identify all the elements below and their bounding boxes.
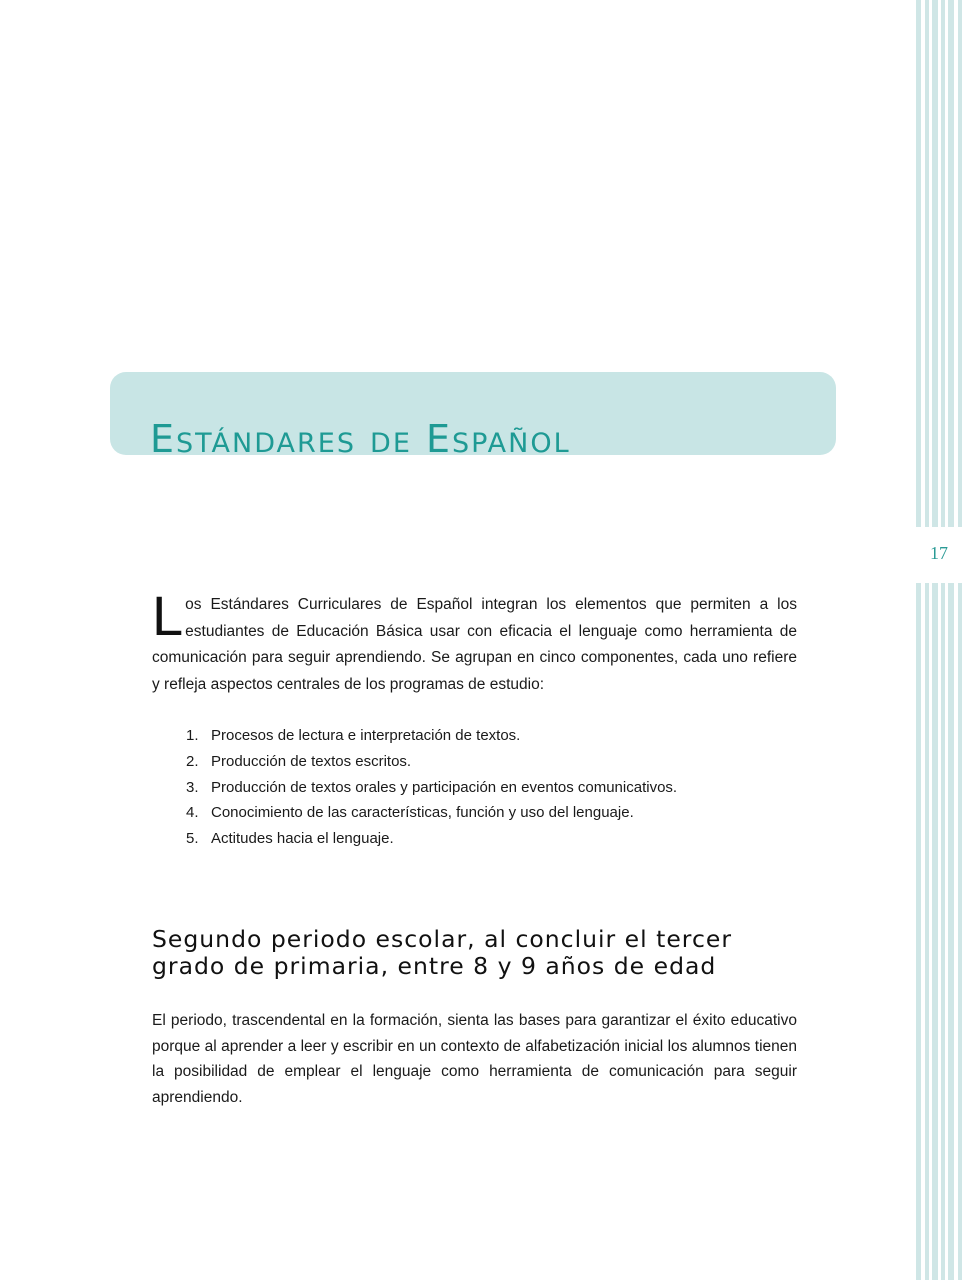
section-paragraph: El periodo, trascendental en la formación, sienta las bases para garantizar el éxito educativo porque al aprender a leer y escribir en un contexto de alfabetización inicial los alumnos tienen la posibilidad de emplear el lenguaje como herramienta de comunicación para seguir aprendiendo. [152, 1012, 797, 1106]
list-item: 4. Conocimiento de las características, función y uso del lenguaje. [186, 804, 634, 822]
components-list [186, 723, 786, 852]
section-heading: Segundo periodo escolar, al concluir el tercer grado de primaria, entre 8 y 9 años de edad [152, 925, 732, 980]
list-item: 3. Producción de textos orales y participación en eventos comunicativos. [186, 778, 678, 796]
list-item: 5. Actitudes hacia el lenguaje. [186, 830, 394, 848]
drop-cap: L [152, 584, 184, 647]
decorative-side-stripes [908, 0, 972, 1280]
intro-text: os Estándares Curriculares de Español integran los elementos que permiten a los estudiantes de Educación Básica usar con eficacia el lenguaje como herramienta de comunicación para seguir aprendiendo. Se agrupan en cinco componentes, cada uno refiere y refleja aspectos centrales de los programas de estudio: [152, 596, 797, 693]
title-banner [110, 372, 836, 462]
page-title: Estándares de Español [150, 417, 571, 462]
list-item: 1. Procesos de lectura e interpretación de textos. [186, 727, 521, 744]
list-item: 2. Producción de textos escritos. [186, 752, 412, 770]
page-number: 17 [930, 543, 948, 563]
intro-paragraph [152, 584, 797, 698]
